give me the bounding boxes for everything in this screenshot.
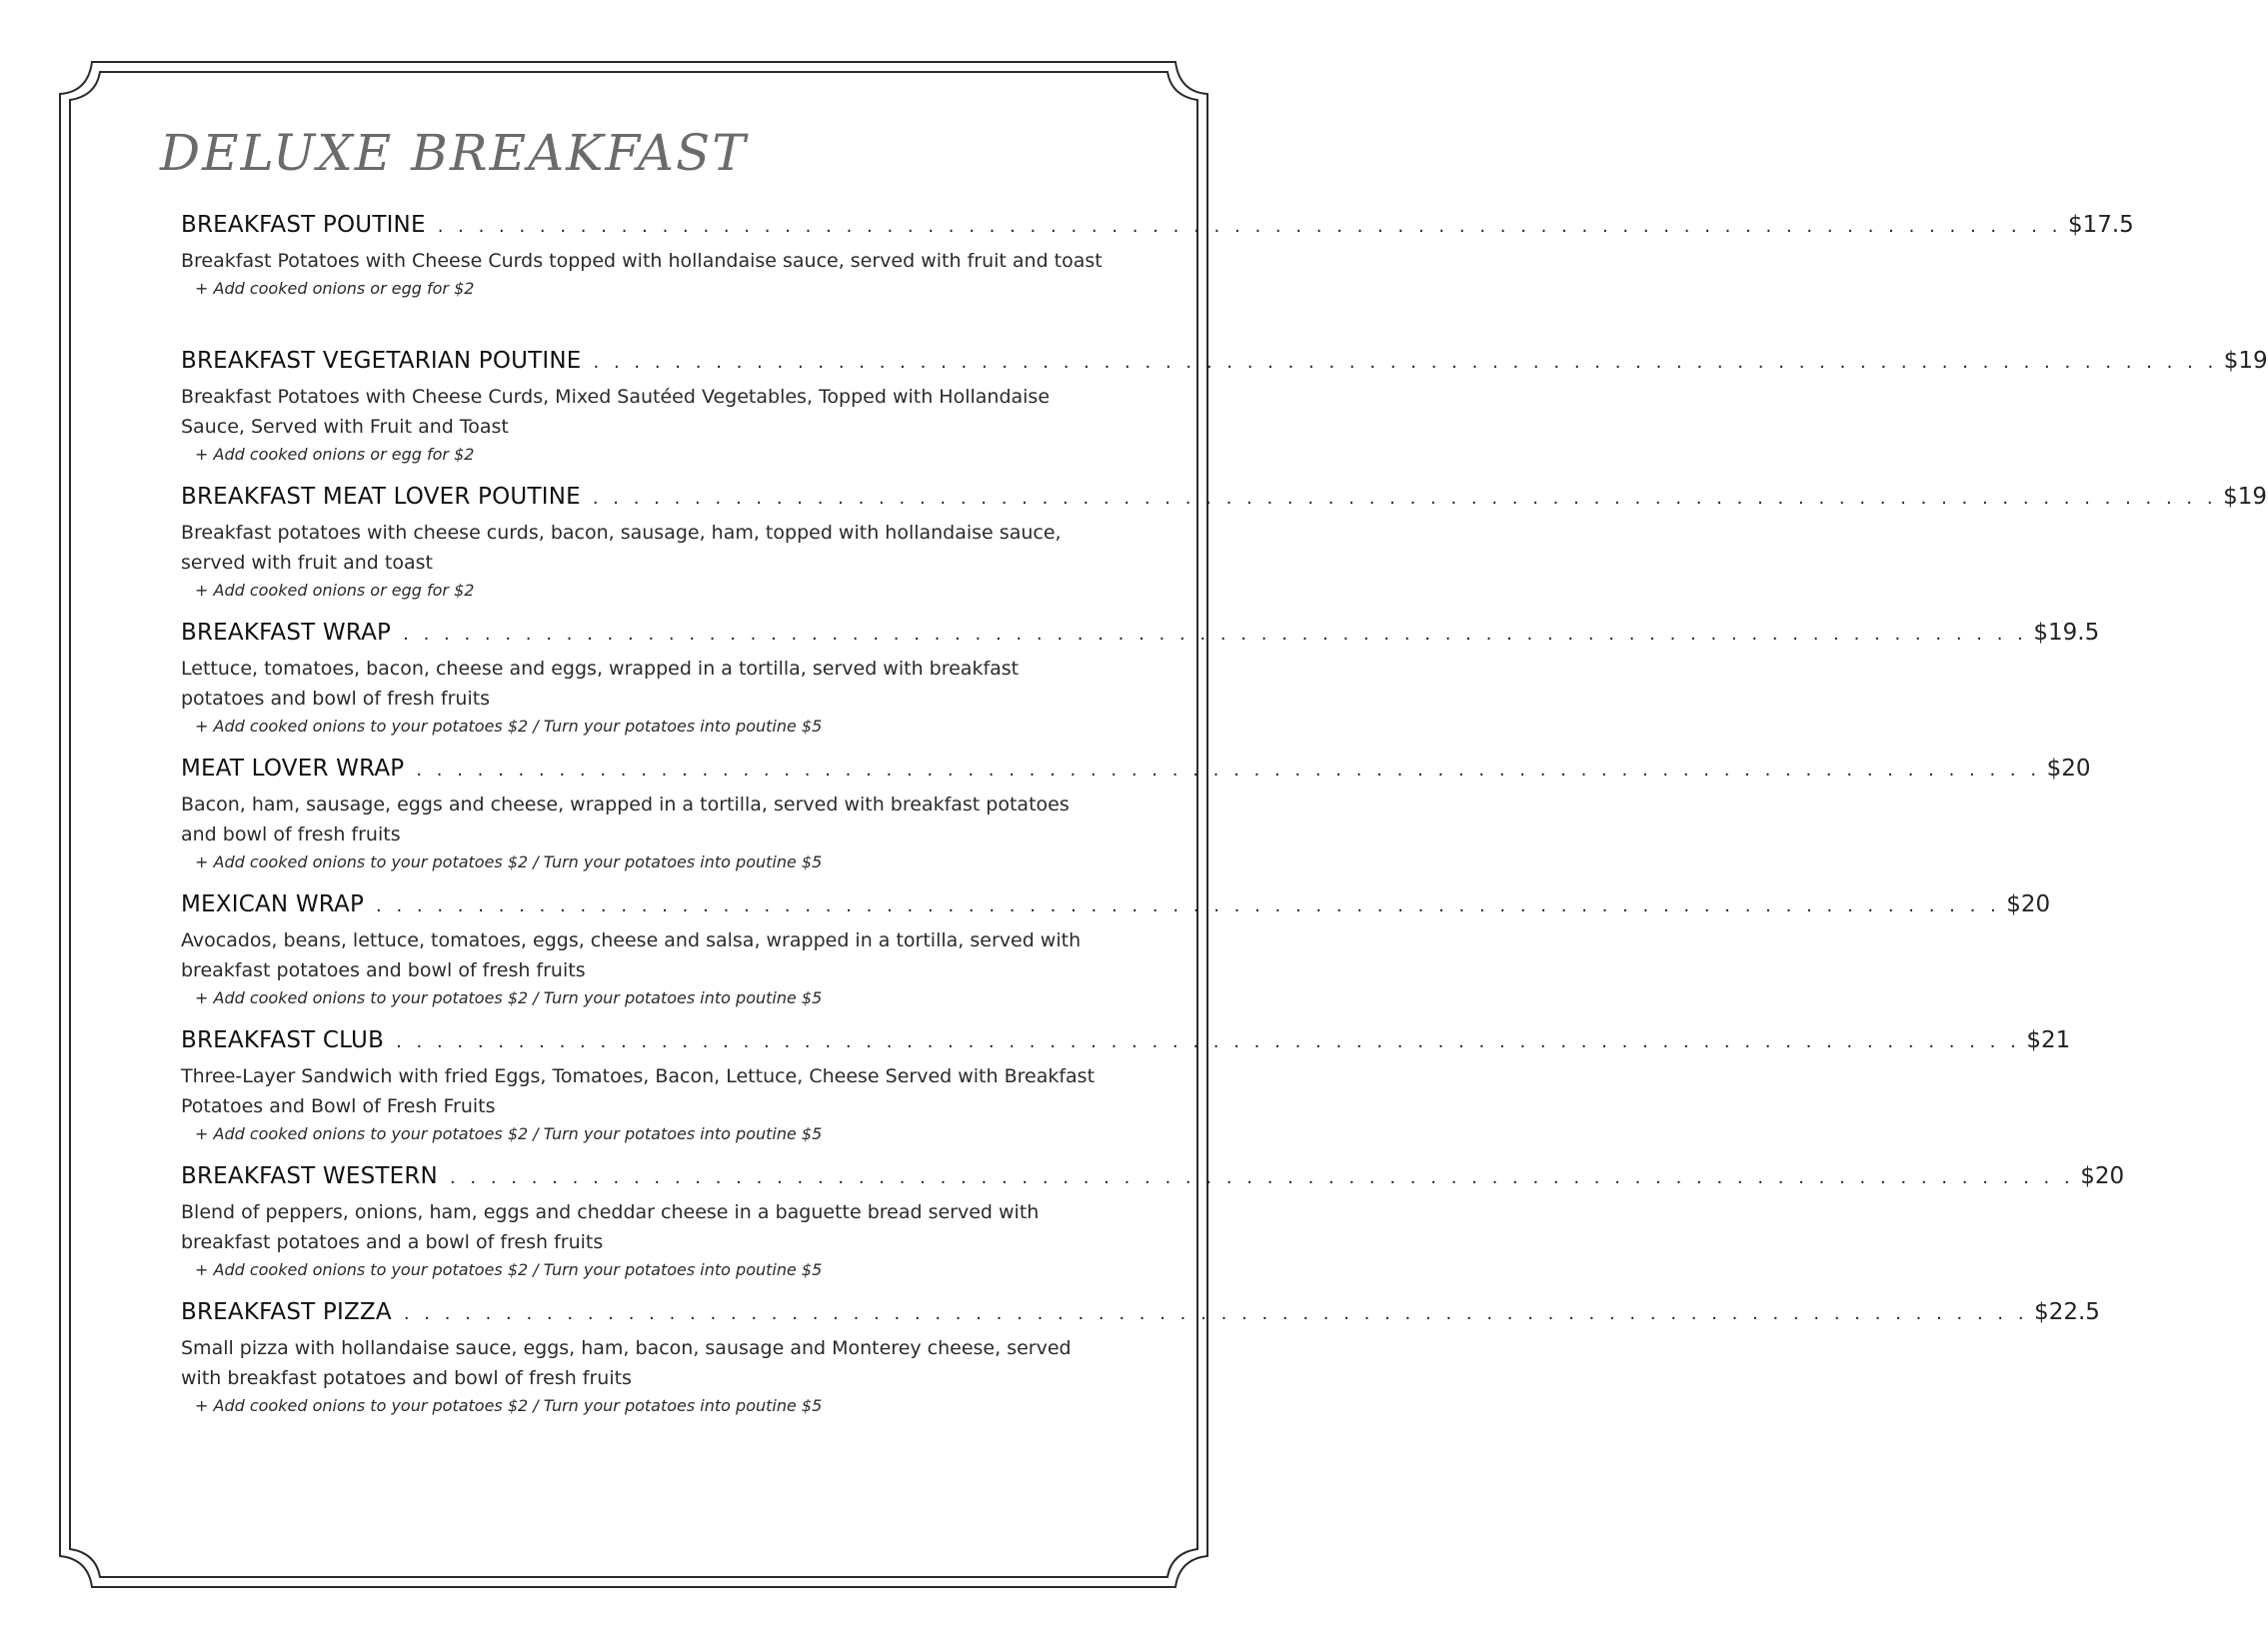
dot-leader: . . . . . . . . . . . . . . . . . . . . . . . . . . . . . . . . . . . . . . . . . . . . . . . . . . . . . . . . . . . . . . . . . . . . . . . . . . . . . . . .	[376, 895, 2001, 916]
menu-item-price: $19	[2223, 348, 2268, 374]
menu-item-name: MEXICAN WRAP	[181, 891, 365, 917]
menu-item	[181, 756, 2091, 891]
menu-item	[181, 1163, 2125, 1299]
menu-item-price: $22.5	[2034, 1299, 2100, 1325]
menu-item-description: Blend of peppers, onions, ham, eggs and cheddar cheese in a baguette bread served with breakfast potatoes and a bowl of fresh fruits	[181, 1201, 1040, 1253]
dot-leader: . . . . . . . . . . . . . . . . . . . . . . . . . . . . . . . . . . . . . . . . . . . . . . . . . . . . . . . . . . . . . . . . . . . . . . . . . . . . . . . .	[437, 216, 2062, 237]
menu-item-name: BREAKFAST WESTERN	[181, 1163, 438, 1189]
menu-item	[181, 484, 2267, 620]
menu-item-description: Avocados, beans, lettuce, tomatoes, eggs, cheese and salsa, wrapped in a tortilla, served with breakfast potatoes and bowl of fresh fruits	[181, 929, 1082, 981]
menu-item-addon: + Add cooked onions or egg for $2	[195, 445, 475, 464]
dot-leader: . . . . . . . . . . . . . . . . . . . . . . . . . . . . . . . . . . . . . . . . . . . . . . . . . . . . . . . . . . . . . . . . . . . . . . . . . . . . . . . .	[416, 760, 2041, 781]
menu-item-price: $19.5	[2033, 620, 2100, 646]
menu-item-description: Three-Layer Sandwich with fried Eggs, Tomatoes, Bacon, Lettuce, Cheese Served with Breakfast Potatoes and Bowl of Fresh Fruits	[181, 1065, 1096, 1117]
menu-item-header	[181, 348, 2268, 382]
menu-item-price: $21	[2026, 1027, 2071, 1053]
menu-item-addon: + Add cooked onions to your potatoes $2 / Turn your potatoes into poutine $5	[195, 1260, 823, 1279]
menu-item-header	[181, 212, 2134, 246]
menu-item-header	[181, 1163, 2125, 1197]
menu-item-addon: + Add cooked onions to your potatoes $2 / Turn your potatoes into poutine $5	[195, 1124, 823, 1143]
dot-leader: . . . . . . . . . . . . . . . . . . . . . . . . . . . . . . . . . . . . . . . . . . . . . . . . . . . . . . . . . . . . . . . . . . . . . . . . . . . . . . . .	[396, 1031, 2021, 1052]
menu-item-name: BREAKFAST MEAT LOVER POUTINE	[181, 484, 581, 510]
menu-item-addon: + Add cooked onions to your potatoes $2 / Turn your potatoes into poutine $5	[195, 988, 823, 1007]
menu-item-addon: + Add cooked onions or egg for $2	[195, 581, 475, 600]
menu-item-description: Breakfast Potatoes with Cheese Curds, Mixed Sautéed Vegetables, Topped with Hollandaise Sauce, Served with Fruit and Toast	[181, 386, 1051, 438]
menu-item-name: BREAKFAST WRAP	[181, 620, 392, 646]
menu-item-price: $17.5	[2067, 212, 2134, 238]
menu-item-description: Bacon, ham, sausage, eggs and cheese, wrapped in a tortilla, served with breakfast potatoes and bowl of fresh fruits	[181, 794, 1070, 845]
menu-item-header	[181, 1027, 2071, 1061]
menu-item-name: BREAKFAST VEGETARIAN POUTINE	[181, 348, 582, 374]
menu-item-name: MEAT LOVER WRAP	[181, 756, 405, 782]
menu-items-list	[181, 212, 2268, 1435]
menu-item-description: Lettuce, tomatoes, bacon, cheese and eggs, wrapped in a tortilla, served with breakfast potatoes and bowl of fresh fruits	[181, 658, 1020, 710]
menu-title: DELUXE BREAKFAST	[160, 124, 748, 182]
menu-item-addon: + Add cooked onions to your potatoes $2 / Turn your potatoes into poutine $5	[195, 717, 823, 736]
dot-leader: . . . . . . . . . . . . . . . . . . . . . . . . . . . . . . . . . . . . . . . . . . . . . . . . . . . . . . . . . . . . . . . . . . . . . . . . . . . . . . . .	[593, 352, 2218, 373]
menu-item-name: BREAKFAST CLUB	[181, 1027, 385, 1053]
menu-item-addon: + Add cooked onions to your potatoes $2 / Turn your potatoes into poutine $5	[195, 1396, 823, 1415]
menu-item-price: $20	[2006, 891, 2051, 917]
menu-item	[181, 1299, 2100, 1435]
menu-item-description: Small pizza with hollandaise sauce, eggs, ham, bacon, sausage and Monterey cheese, served with breakfast potatoes and bowl of fresh fruits	[181, 1337, 1072, 1389]
menu-item	[181, 891, 2051, 1027]
menu-item-description: Breakfast Potatoes with Cheese Curds topped with hollandaise sauce, served with fruit and toast	[181, 250, 1103, 272]
menu-item-header	[181, 620, 2100, 654]
menu-item-description: Breakfast potatoes with cheese curds, bacon, sausage, ham, topped with hollandaise sauce, served with fruit and toast	[181, 522, 1062, 574]
menu-item	[181, 212, 2134, 348]
menu-item-header	[181, 756, 2091, 790]
menu-item-header	[181, 891, 2051, 925]
dot-leader: . . . . . . . . . . . . . . . . . . . . . . . . . . . . . . . . . . . . . . . . . . . . . . . . . . . . . . . . . . . . . . . . . . . . . . . . . . . . . . . .	[403, 1303, 2029, 1324]
menu-item-name: BREAKFAST PIZZA	[181, 1299, 392, 1325]
menu-item-addon: + Add cooked onions to your potatoes $2 / Turn your potatoes into poutine $5	[195, 852, 823, 871]
menu-item-header	[181, 1299, 2100, 1333]
menu-item-price: $19	[2223, 484, 2267, 510]
menu-item-price: $20	[2080, 1163, 2125, 1189]
dot-leader: . . . . . . . . . . . . . . . . . . . . . . . . . . . . . . . . . . . . . . . . . . . . . . . . . . . . . . . . . . . . . . . . . . . . . . . . . . . . . . . .	[592, 488, 2218, 509]
menu-item-header	[181, 484, 2267, 518]
menu-item-name: BREAKFAST POUTINE	[181, 212, 426, 238]
dot-leader: . . . . . . . . . . . . . . . . . . . . . . . . . . . . . . . . . . . . . . . . . . . . . . . . . . . . . . . . . . . . . . . . . . . . . . . . . . . . . . . .	[449, 1167, 2075, 1188]
menu-item	[181, 1027, 2071, 1163]
menu-item-addon: + Add cooked onions or egg for $2	[195, 279, 475, 298]
dot-leader: . . . . . . . . . . . . . . . . . . . . . . . . . . . . . . . . . . . . . . . . . . . . . . . . . . . . . . . . . . . . . . . . . . . . . . . . . . . . . . . .	[403, 624, 2028, 645]
menu-item-price: $20	[2046, 756, 2091, 782]
menu-item	[181, 348, 2268, 484]
menu-item	[181, 620, 2100, 756]
